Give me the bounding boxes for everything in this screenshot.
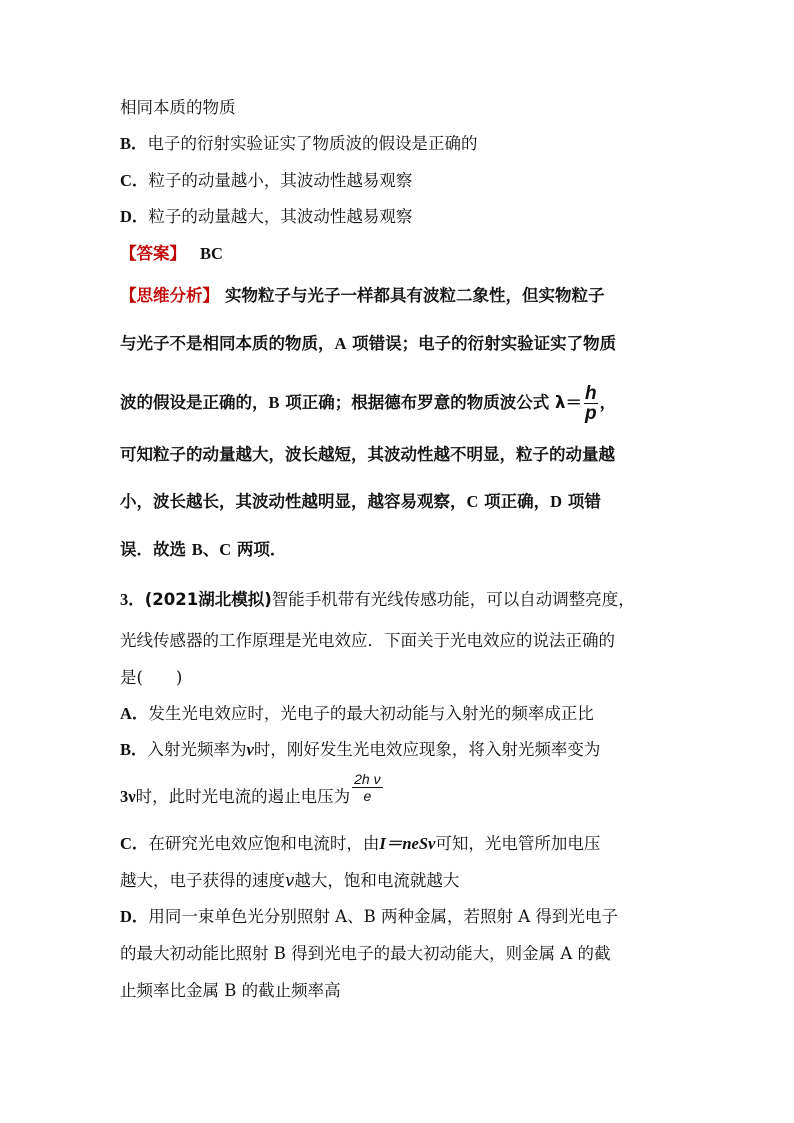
option-text: 粒子的动量越小，其波动性越易观察: [148, 171, 413, 190]
analysis-line: 与光子不是相同本质的物质，A 项错误；电子的衍射实验证实了物质: [120, 334, 617, 353]
option-label: A．: [120, 704, 149, 723]
answer-tag: 【答案】: [120, 244, 186, 263]
option-c: C．在研究光电效应饱和电流时，由I＝neSv可知，光电管所加电压: [120, 834, 601, 853]
option-a-continuation: 相同本质的物质: [120, 98, 236, 117]
analysis-tag: 【思维分析】: [120, 286, 219, 305]
answer-value: BC: [200, 244, 223, 263]
question-stem-line: 是( ): [120, 668, 183, 687]
option-label: D．: [120, 207, 149, 226]
option-d-continuation: 的最大初动能比照射 B 得到光电子的最大初动能大，则金属 A 的截: [120, 944, 611, 963]
answer-line: [120, 243, 223, 265]
stopping-voltage-fraction: $\frac{\text{2h ν}}{e}$: [354, 771, 381, 804]
option-text: 粒子的动量越大，其波动性越易观察: [148, 207, 413, 226]
question-number: 3．: [120, 590, 145, 609]
option-label: D．: [120, 907, 149, 926]
option-a: A．发生光电效应时，光电子的最大初动能与入射光的频率成正比: [120, 704, 594, 723]
analysis-line: 可知粒子的动量越大，波长越短，其波动性越不明显，粒子的动量越: [120, 445, 615, 464]
option-b: [120, 133, 478, 155]
option-label: C．: [120, 834, 149, 853]
option-b-continuation: 3ν时，此时光电流的遏止电压为 $\frac{\text{2h ν}}{e}$: [120, 771, 381, 806]
option-text: 电子的衍射实验证实了物质波的假设是正确的: [147, 134, 478, 153]
option-d-continuation: 止频率比金属 B 的截止频率高: [120, 981, 341, 1000]
option-c: [120, 170, 412, 192]
option-d: [120, 206, 412, 228]
analysis-line: 【思维分析】 实物粒子与光子一样都具有波粒二象性，但实物粒子: [120, 286, 605, 305]
question-stem-line: 3．(2021湖北模拟)智能手机带有光线传感功能，可以自动调整亮度，: [120, 590, 635, 609]
analysis-line: 波的假设是正确的，B 项正确；根据德布罗意的物质波公式 λ＝ $\frac{h}{p}$ ，: [120, 383, 617, 424]
question-stem-line: 光线传感器的工作原理是光电效应．下面关于光电效应的说法正确的: [120, 631, 615, 650]
question-source: (2021湖北模拟): [144, 590, 272, 609]
saturation-current-formula: I＝neSv: [379, 834, 436, 853]
option-b: B．入射光频率为ν时，刚好发生光电效应现象，将入射光频率变为: [120, 740, 601, 759]
option-c-continuation: 越大，电子获得的速度v越大，饱和电流就越大: [120, 871, 460, 890]
analysis-line: 小，波长越长，其波动性越明显，越容易观察，C 项正确，D 项错: [120, 492, 601, 511]
de-broglie-fraction: $\frac{h}{p}$: [584, 383, 597, 424]
option-label: C．: [120, 171, 149, 190]
option-d: D．用同一束单色光分别照射 A、B 两种金属，若照射 A 得到光电子: [120, 907, 618, 926]
option-label: B．: [120, 134, 148, 153]
analysis-line: 误．故选 B、C 两项．: [120, 540, 287, 559]
option-label: B．: [120, 740, 148, 759]
